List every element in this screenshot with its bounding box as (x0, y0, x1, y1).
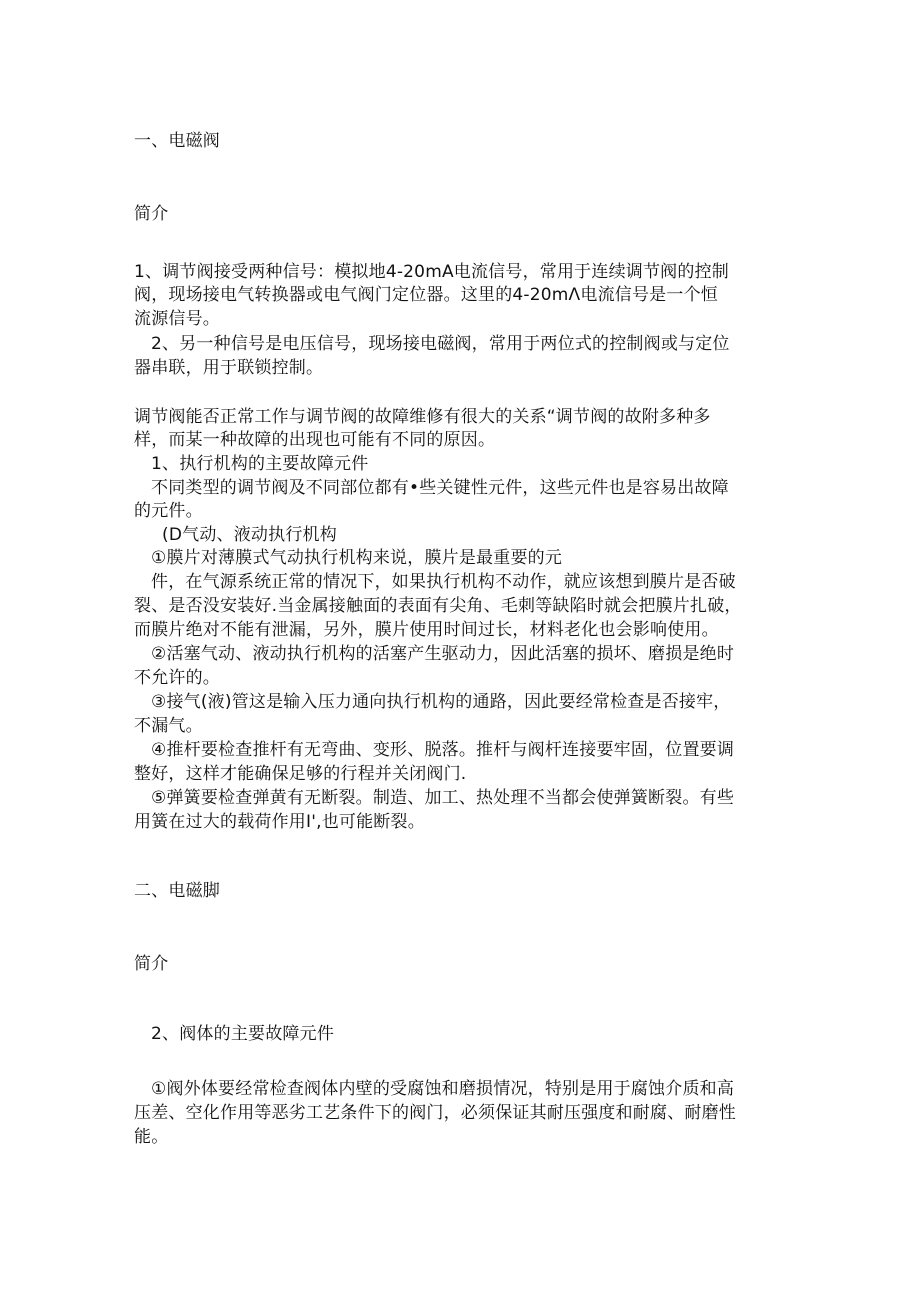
paragraph-line: 2、另一种信号是电压信号，现场接电磁阀，常用于两位式的控制阀或与定位 (151, 334, 730, 354)
paragraph-line: 样，而某一种故障的出现也可能有不同的原因。 (134, 430, 496, 450)
paragraph-line: 器串联，用于联锁控制。 (134, 358, 324, 378)
paragraph-line: ③接气(液)管这是输入压力通向执行机构的通路，因此要经常检查是否接牢， (151, 692, 731, 712)
paragraph-line: 不同类型的调节阀及不同部位都有•些关键性元件，这些元件也是容易出故障 (151, 478, 729, 498)
paragraph-line: ①膜片对薄膜式气动执行机构来说，膜片是最重要的元 (151, 548, 563, 568)
paragraph-line: 调节阀能否正常工作与调节阀的故障维修有很大的关系“调节阀的故附多种多 (134, 407, 711, 427)
section-2-heading: 二、电磁脚 (134, 881, 220, 901)
subheading-line: 2、阀体的主要故障元件 (151, 1024, 335, 1044)
paragraph-line: 整好，这样才能确保足够的行程并关闭阀门. (134, 764, 467, 784)
paragraph-line: 而膜片绝对不能有泄漏，另外，膜片使用时间过长，材料老化也会影响使用。 (134, 620, 719, 640)
paragraph-line: ①阀外体要经常检查阀体内壁的受腐蚀和磨损情况，特别是用于腐蚀介质和高 (151, 1079, 735, 1099)
subheading-line: 1、执行机构的主要故障元件 (151, 454, 369, 474)
paragraph-line: 的元件。 (134, 501, 203, 521)
paragraph-line: 流源信号。 (134, 309, 220, 329)
paragraph-line: 不漏气。 (134, 716, 203, 736)
paragraph-line: ④推杆要检查推杆有无弯曲、变形、脱落。推杆与阀杆连接要牢固，位置要调 (151, 740, 735, 760)
paragraph-line: ②活塞气动、液动执行机构的活塞产生驱动力，因此活塞的损坏、磨损是绝时 (151, 644, 735, 664)
paragraph-line: 件，在气源系统正常的情况下，如果执行机构不动作，就应该想到膜片是否破 (151, 572, 736, 592)
subheading-line: (D气动、液动执行机构 (162, 525, 337, 545)
section-1-heading: 一、电磁阀 (134, 131, 220, 151)
paragraph-line: 用簧在过大的载荷作用I',也可能断裂。 (134, 812, 425, 832)
paragraph-line: 裂、是否没安装好.当金属接触面的表面有尖角、毛刺等缺陷时就会把膜片扎破， (134, 596, 742, 616)
paragraph-line: 不允许的。 (134, 668, 220, 688)
section-1-intro-label: 简介 (134, 204, 169, 224)
paragraph-line: 能。 (134, 1127, 169, 1147)
paragraph-line: 压差、空化作用等恶劣工艺条件下的阀门，必须保证其耐压强度和耐腐、耐磨性 (134, 1103, 736, 1123)
paragraph-line: ⑤弹簧要检查弹黄有无断裂。制造、加工、热处理不当都会使弹簧断裂。有些 (151, 788, 735, 808)
paragraph-line: 阀，现场接电气转换器或电气阀门定位器。这里的4-20mΛ电流信号是一个恒 (134, 285, 718, 305)
section-2-intro-label: 简介 (134, 954, 169, 974)
paragraph-line: 1、调节阀接受两种信号：模拟地4-20mA电流信号，常用于连续调节阀的控制 (134, 262, 729, 282)
